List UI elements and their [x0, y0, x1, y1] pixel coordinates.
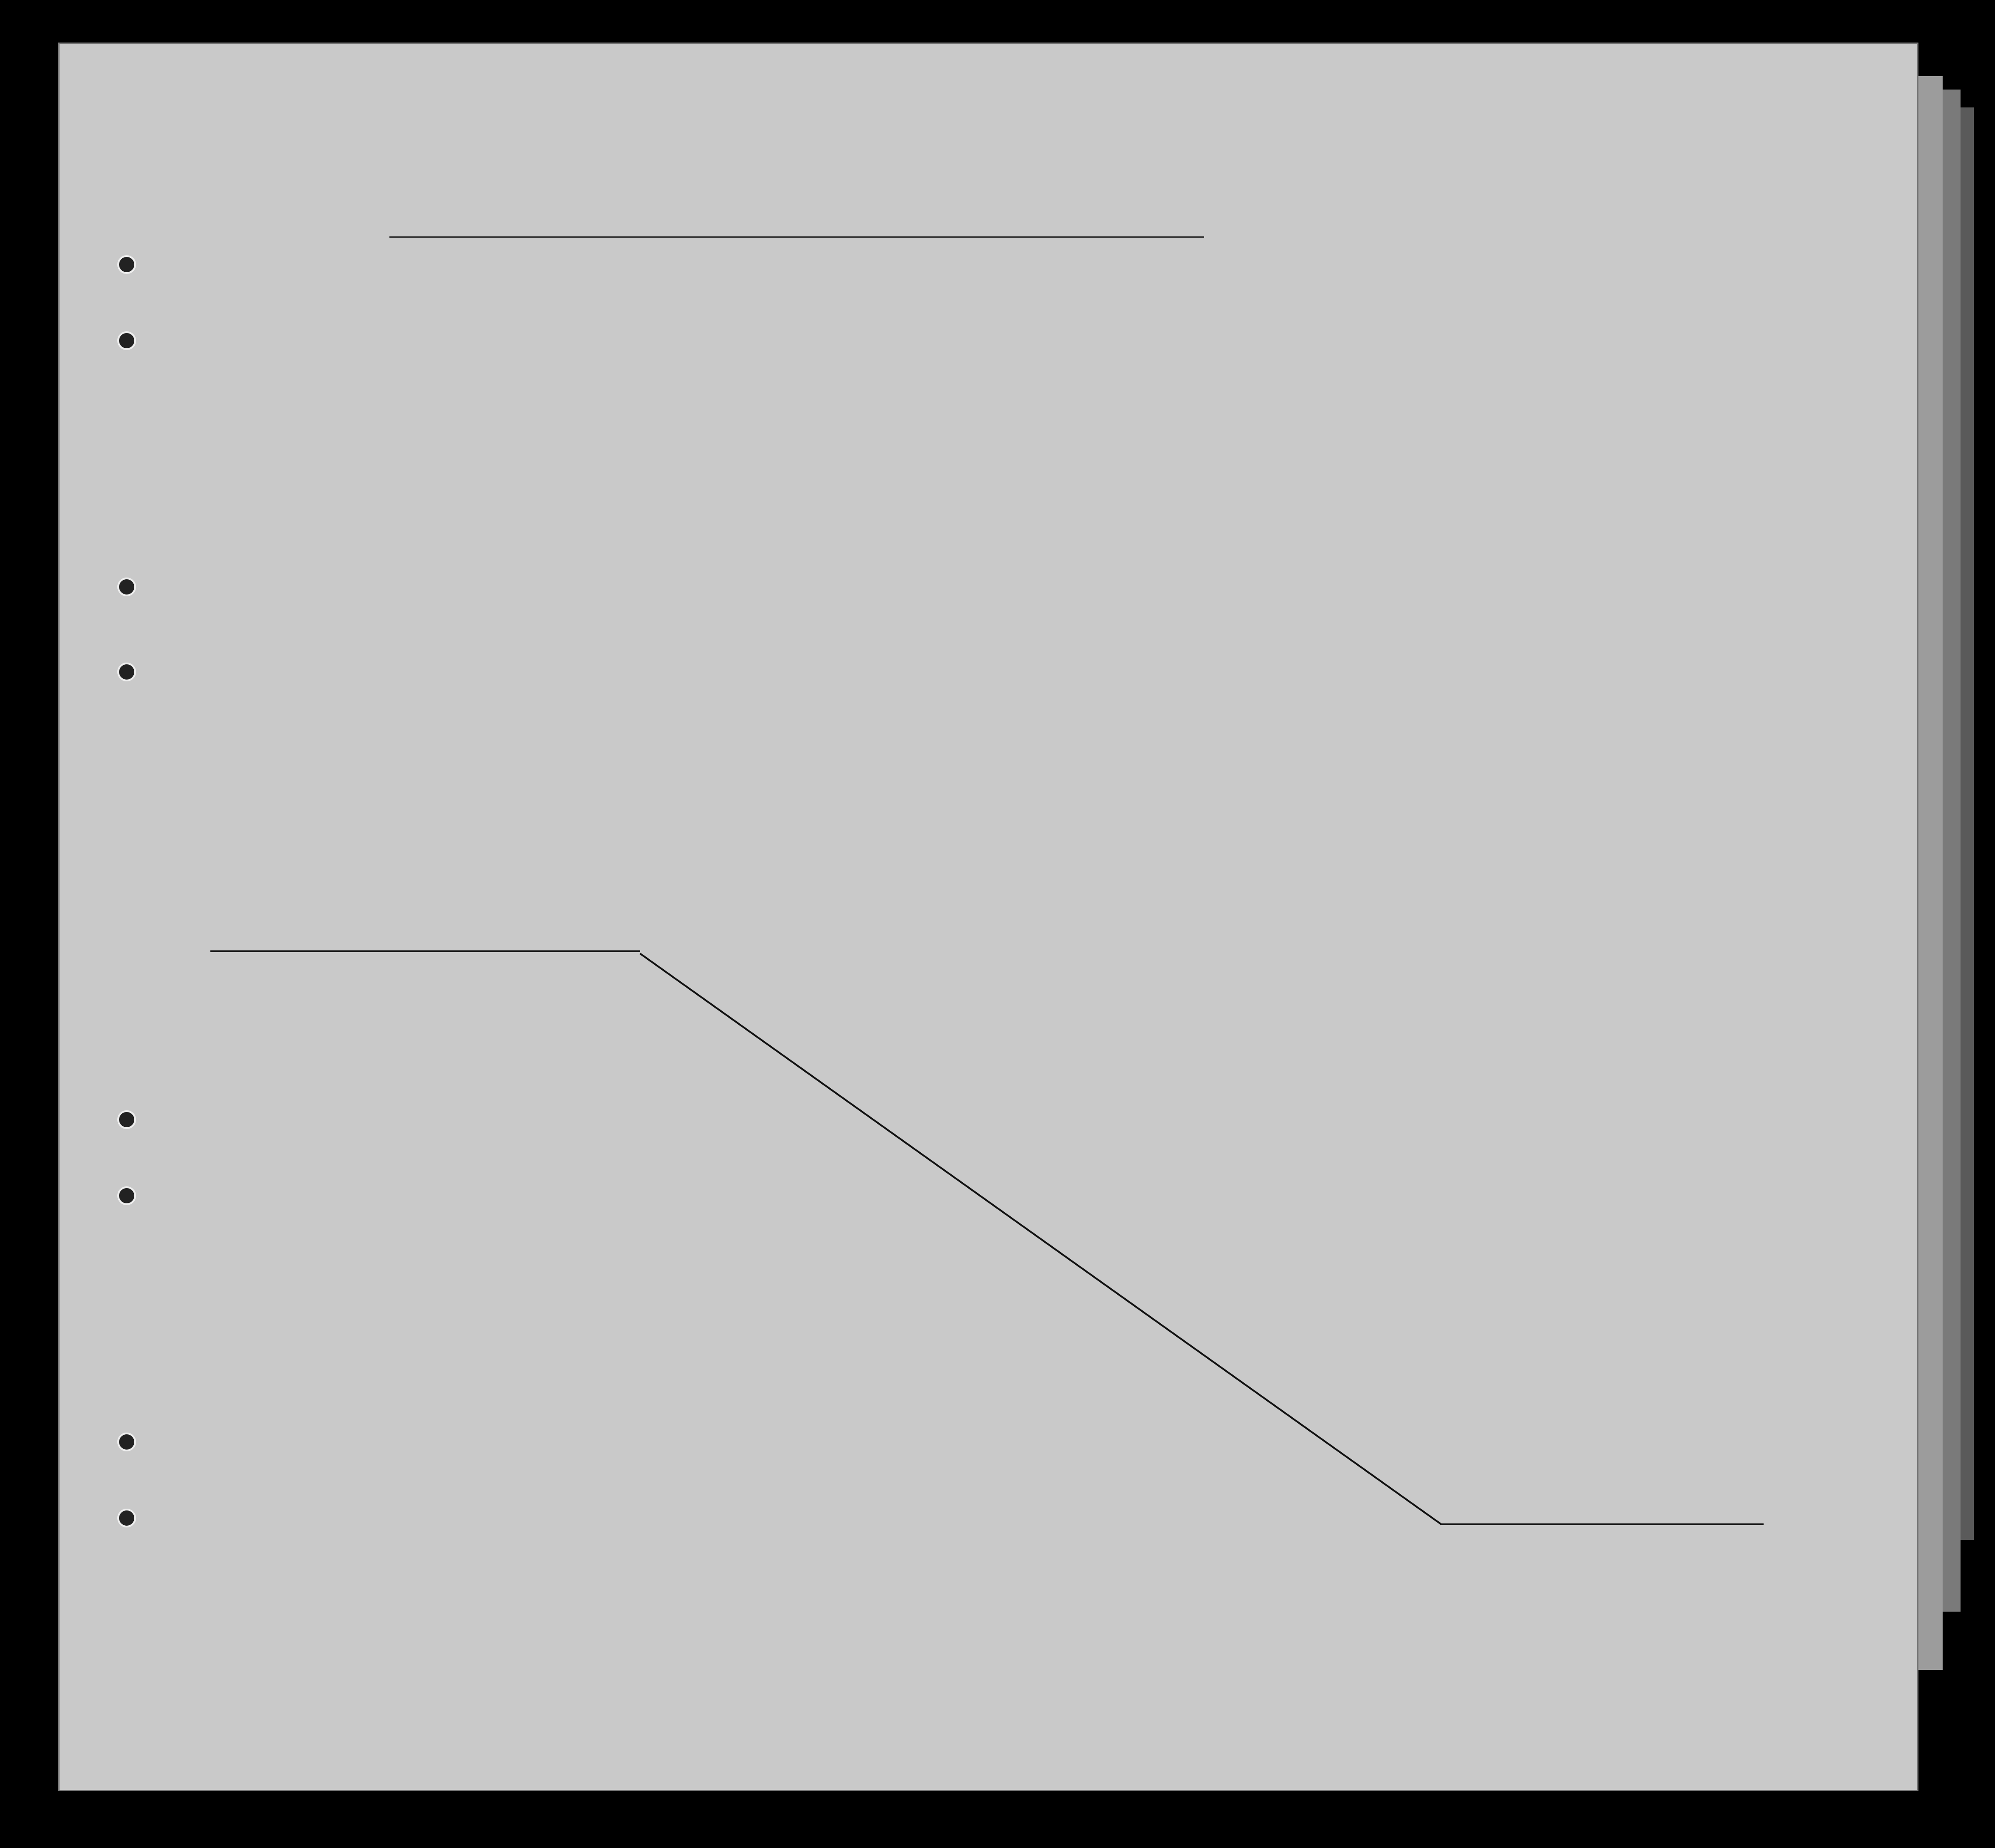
header-polygamist	[1296, 313, 1314, 421]
header-return-intent	[1124, 313, 1168, 421]
header-deported	[1446, 313, 1486, 421]
cancel-diagonal-line	[640, 954, 1441, 1524]
header-labor-offer	[1388, 313, 1432, 421]
header-citizen-intent	[1218, 313, 1262, 421]
header-overthrow	[1338, 313, 1383, 421]
header-length-of-stay	[1171, 313, 1215, 421]
header-anarchist	[1316, 313, 1334, 421]
header-prison	[1269, 313, 1294, 421]
